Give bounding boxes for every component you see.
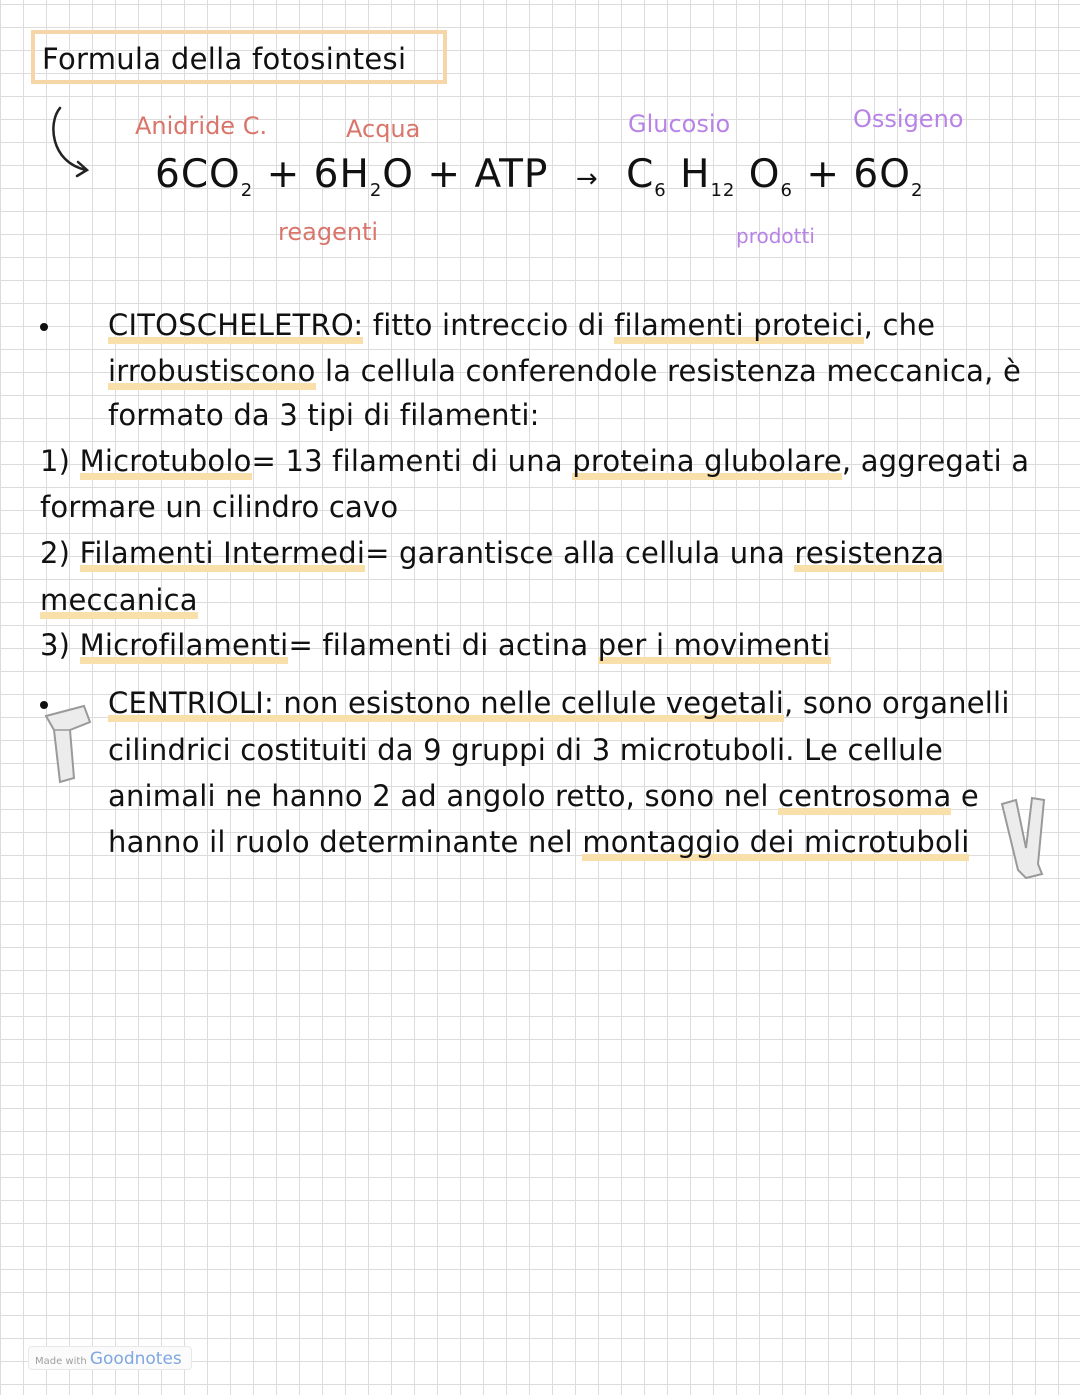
- item-microtubolo-cont: formare un cilindro cavo: [40, 490, 399, 524]
- photosynthesis-equation: $6CO_2 + 6H_2O$ + ATP → $C_6$ $H_{12}$ $O_6 + 6O_2$: [155, 152, 924, 201]
- centrioli-line-4: hanno il ruolo determinante nel montaggio dei microtuboli: [108, 825, 970, 859]
- label-reagenti: reagenti: [278, 218, 379, 246]
- page-title: Formula della fotosintesi: [42, 42, 407, 76]
- label-glucose: Glucosio: [628, 110, 731, 138]
- centrioli-line-2: cilindrici costituiti da 9 gruppi di 3 microtuboli. Le cellule: [108, 733, 944, 767]
- label-oxygen: Ossigeno: [853, 105, 964, 133]
- label-co2: Anidride C.: [135, 112, 268, 140]
- item-filamenti-intermedi-cont: meccanica: [40, 583, 198, 617]
- item-microfilamenti: 3) Microfilamenti= filamenti di actina per i movimenti: [40, 628, 831, 662]
- citoscheletro-line-3: formato da 3 tipi di filamenti:: [108, 398, 540, 432]
- centrioli-line-3: animali ne hanno 2 ad angolo retto, sono nel centrosoma e: [108, 779, 979, 813]
- item-microtubolo: 1) Microtubolo= 13 filamenti di una proteina glubolare, aggregati a: [40, 444, 1030, 478]
- curved-arrow-icon: [46, 100, 96, 180]
- centrioli-line-1: CENTRIOLI: non esistono nelle cellule vegetali, sono organelli: [108, 686, 1010, 720]
- centriole-sketch-icon: [40, 690, 96, 790]
- label-prodotti: prodotti: [736, 224, 815, 248]
- bullet-dot: [40, 323, 48, 331]
- item-filamenti-intermedi: 2) Filamenti Intermedi= garantisce alla cellula una resistenza: [40, 536, 945, 570]
- goodnotes-badge: Made with Goodnotes: [28, 1346, 192, 1370]
- reaction-arrow-icon: →: [575, 164, 599, 194]
- label-water: Acqua: [346, 115, 421, 143]
- citoscheletro-line-2: irrobustiscono la cellula conferendole resistenza meccanica, è: [108, 354, 1022, 388]
- centriole-sketch-icon: [996, 790, 1050, 886]
- citoscheletro-line-1: CITOSCHELETRO: fitto intreccio di filamenti proteici, che: [108, 308, 936, 342]
